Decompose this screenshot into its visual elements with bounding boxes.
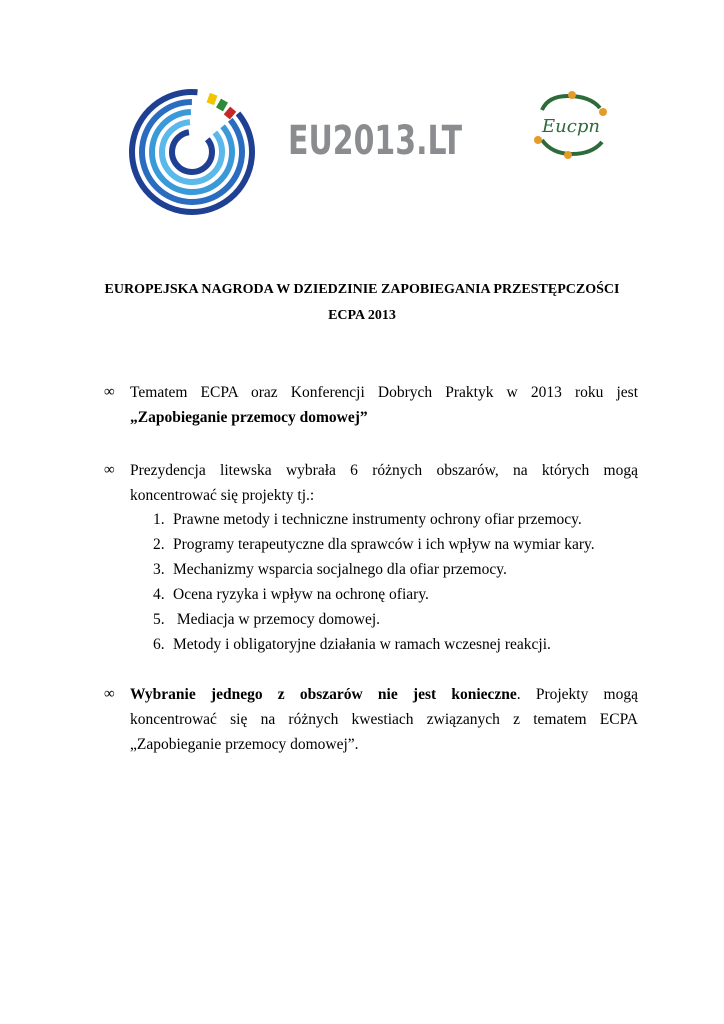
- note-bold: Wybranie jednego z obszarów nie jest konieczne: [130, 686, 517, 703]
- list-text: Metody i obligatoryjne działania w ramach wczesnej reakcji.: [173, 636, 551, 653]
- list-text: Ocena ryzyka i wpływ na ochronę ofiary.: [173, 586, 429, 603]
- list-item: [153, 632, 633, 657]
- list-item: [153, 607, 633, 632]
- bullet-symbol-1: ∞: [104, 384, 115, 400]
- theme-bold: „Zapobieganie przemocy domowej”: [130, 409, 368, 426]
- list-number: 1.: [153, 511, 165, 528]
- eucpn-logo-text: Eucpn: [542, 116, 600, 137]
- list-text: Mediacja w przemocy domowej.: [173, 611, 381, 628]
- eu2013-lt-wordmark: [288, 114, 464, 162]
- list-text: Programy terapeutyczne dla sprawców i ich wpływ na wymiar kary.: [173, 536, 595, 553]
- list-item: [153, 582, 633, 607]
- bullet-symbol-3: ∞: [104, 686, 115, 702]
- areas-list: [153, 507, 633, 657]
- list-text: Prawne metody i techniczne instrumenty ochrony ofiar przemocy.: [173, 511, 582, 528]
- list-number: 5.: [153, 611, 165, 628]
- paragraph-areas-intro: Prezydencja litewska wybrała 6 różnych obszarów, na których mogą koncentrować się projekty tj.:: [130, 462, 638, 504]
- list-number: 4.: [153, 586, 165, 603]
- eu2013-emblem-logo: [126, 80, 266, 220]
- eu2013-wordmark-text: EU2013.LT: [288, 118, 463, 164]
- note-text: . Projekty mogą koncentrować się na różnych kwestiach związanych z tematem ECPA „Zapobieganie przemocy domowej”.: [130, 686, 638, 753]
- paragraph-theme: [130, 380, 638, 430]
- list-number: 2.: [153, 536, 165, 553]
- paragraph-note: [130, 682, 638, 757]
- eucpn-logo: [528, 90, 614, 160]
- theme-text: Tematem ECPA oraz Konferencji Dobrych Praktyk w 2013 roku jest: [130, 384, 638, 401]
- bullet-symbol-2: ∞: [104, 462, 115, 478]
- list-item: [153, 557, 633, 582]
- list-number: 6.: [153, 636, 165, 653]
- list-text: Mechanizmy wsparcia socjalnego dla ofiar przemocy.: [173, 561, 507, 578]
- document-title: EUROPEJSKA NAGRODA W DZIEDZINIE ZAPOBIEGANIA PRZESTĘPCZOŚCI: [104, 282, 620, 297]
- document-subtitle: ECPA 2013: [328, 308, 396, 323]
- list-item: [153, 507, 633, 532]
- list-number: 3.: [153, 561, 165, 578]
- list-item: [153, 532, 633, 557]
